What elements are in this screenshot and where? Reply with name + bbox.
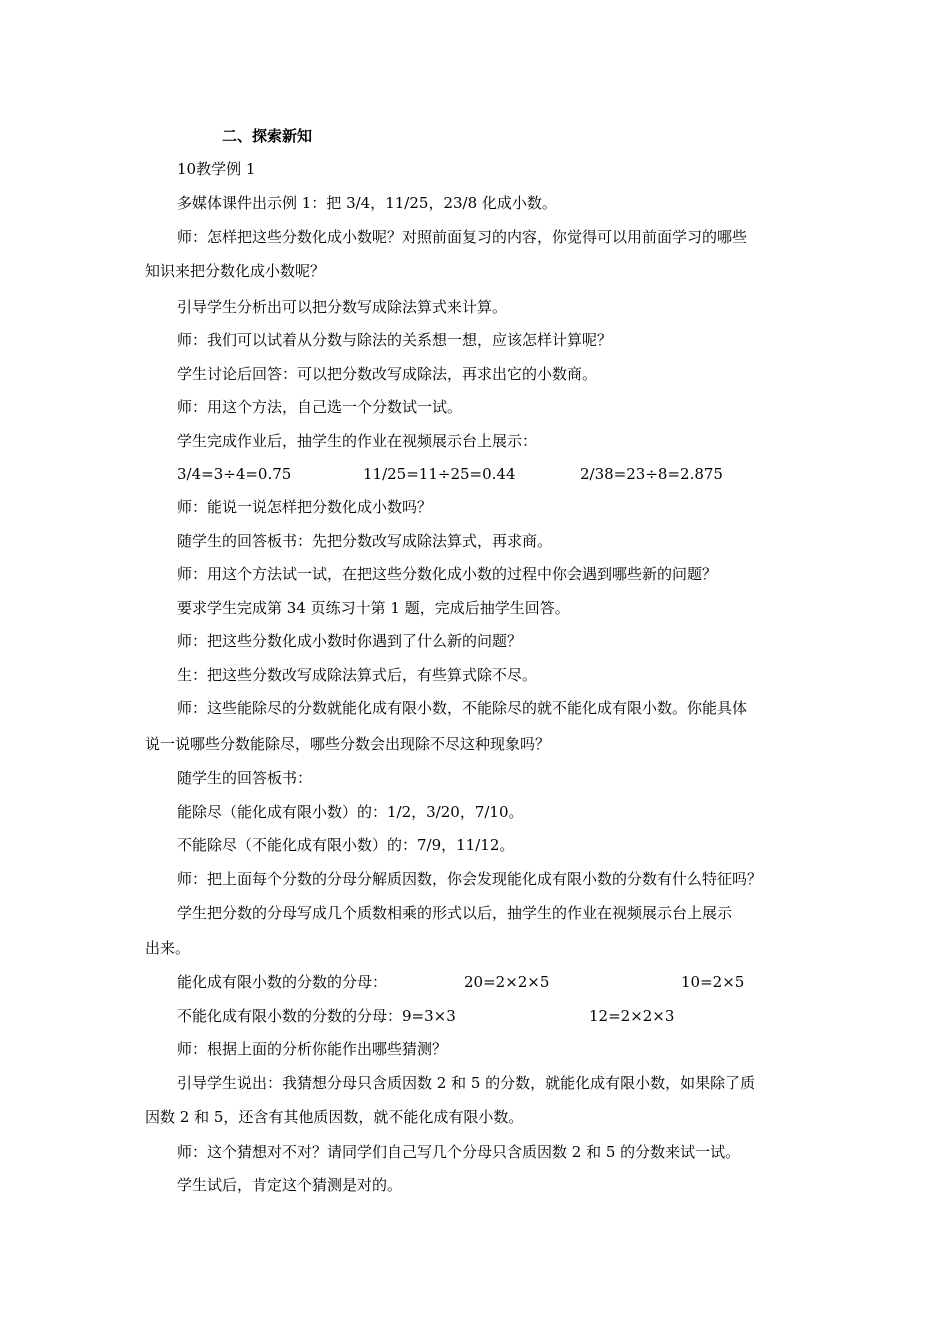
paragraph-line: 师：这些能除尽的分数就能化成有限小数，不能除尽的就不能化成有限小数。你能具体 bbox=[177, 699, 748, 717]
paragraph-line: 师：用这个方法试一试，在把这些分数化成小数的过程中你会遇到哪些新的问题？ bbox=[177, 565, 718, 583]
paragraph-line: 引导学生分析出可以把分数写成除法算式来计算。 bbox=[177, 298, 508, 316]
paragraph-line: 师：用这个方法，自己选一个分数试一试。 bbox=[177, 398, 463, 416]
section-heading: 二、探索新知 bbox=[222, 127, 313, 145]
paragraph-line: 因数 2 和 5，还含有其他质因数，就不能化成有限小数。 bbox=[145, 1108, 524, 1126]
paragraph-line: 要求学生完成第 34 页练习十第 1 题，完成后抽学生回答。 bbox=[177, 599, 570, 617]
paragraph-line: 学生试后，肯定这个猜测是对的。 bbox=[177, 1176, 403, 1194]
finite-denominator-example-2: 10=2×5 bbox=[681, 973, 745, 991]
paragraph-line: 出来。 bbox=[145, 939, 191, 957]
calc-example-3: 2/38=23÷8=2.875 bbox=[580, 465, 723, 483]
paragraph-line: 学生讨论后回答：可以把分数改写成除法，再求出它的小数商。 bbox=[177, 365, 598, 383]
paragraph-line: 师：把这些分数化成小数时你遇到了什么新的问题？ bbox=[177, 632, 523, 650]
paragraph-line: 知识来把分数化成小数呢？ bbox=[145, 262, 326, 280]
calc-example-2: 11/25=11÷25=0.44 bbox=[363, 465, 516, 483]
paragraph-line: 10教学例 1 bbox=[177, 160, 256, 178]
paragraph-line: 多媒体课件出示例 1：把 3/4，11/25，23/8 化成小数。 bbox=[177, 194, 557, 212]
infinite-denominator-label: 不能化成有限小数的分数的分母：9=3×3 bbox=[177, 1007, 456, 1025]
paragraph-line: 随学生的回答板书：先把分数改写成除法算式，再求商。 bbox=[177, 532, 553, 550]
paragraph-line: 引导学生说出：我猜想分母只含质因数 2 和 5 的分数，就能化成有限小数，如果除了质 bbox=[177, 1074, 756, 1092]
paragraph-line: 生：把这些分数改写成除法算式后，有些算式除不尽。 bbox=[177, 666, 538, 684]
paragraph-line: 学生把分数的分母写成几个质数相乘的形式以后，抽学生的作业在视频展示台上展示 bbox=[177, 904, 733, 922]
calc-example-1: 3/4=3÷4=0.75 bbox=[177, 465, 292, 483]
finite-denominator-example-1: 20=2×2×5 bbox=[464, 973, 550, 991]
paragraph-line: 师：我们可以试着从分数与除法的关系想一想，应该怎样计算呢？ bbox=[177, 331, 613, 349]
finite-denominator-label: 能化成有限小数的分数的分母： bbox=[177, 973, 388, 991]
paragraph-line: 说一说哪些分数能除尽，哪些分数会出现除不尽这种现象吗？ bbox=[145, 735, 551, 753]
paragraph-line: 师：这个猜想对不对？请同学们自己写几个分母只含质因数 2 和 5 的分数来试一试。 bbox=[177, 1143, 741, 1161]
paragraph-line: 能除尽（能化成有限小数）的：1/2，3/20，7/10。 bbox=[177, 803, 524, 821]
paragraph-line: 不能除尽（不能化成有限小数）的：7/9，11/12。 bbox=[177, 836, 515, 854]
paragraph-line: 学生完成作业后，抽学生的作业在视频展示台上展示： bbox=[177, 432, 538, 450]
paragraph-line: 师：能说一说怎样把分数化成小数吗？ bbox=[177, 498, 433, 516]
paragraph-line: 师：把上面每个分数的分母分解质因数，你会发现能化成有限小数的分数有什么特征吗？ bbox=[177, 870, 763, 888]
paragraph-line: 师：根据上面的分析你能作出哪些猜测？ bbox=[177, 1040, 448, 1058]
infinite-denominator-example: 12=2×2×3 bbox=[589, 1007, 675, 1025]
paragraph-line: 随学生的回答板书： bbox=[177, 769, 313, 787]
paragraph-line: 师：怎样把这些分数化成小数呢？对照前面复习的内容，你觉得可以用前面学习的哪些 bbox=[177, 228, 748, 246]
